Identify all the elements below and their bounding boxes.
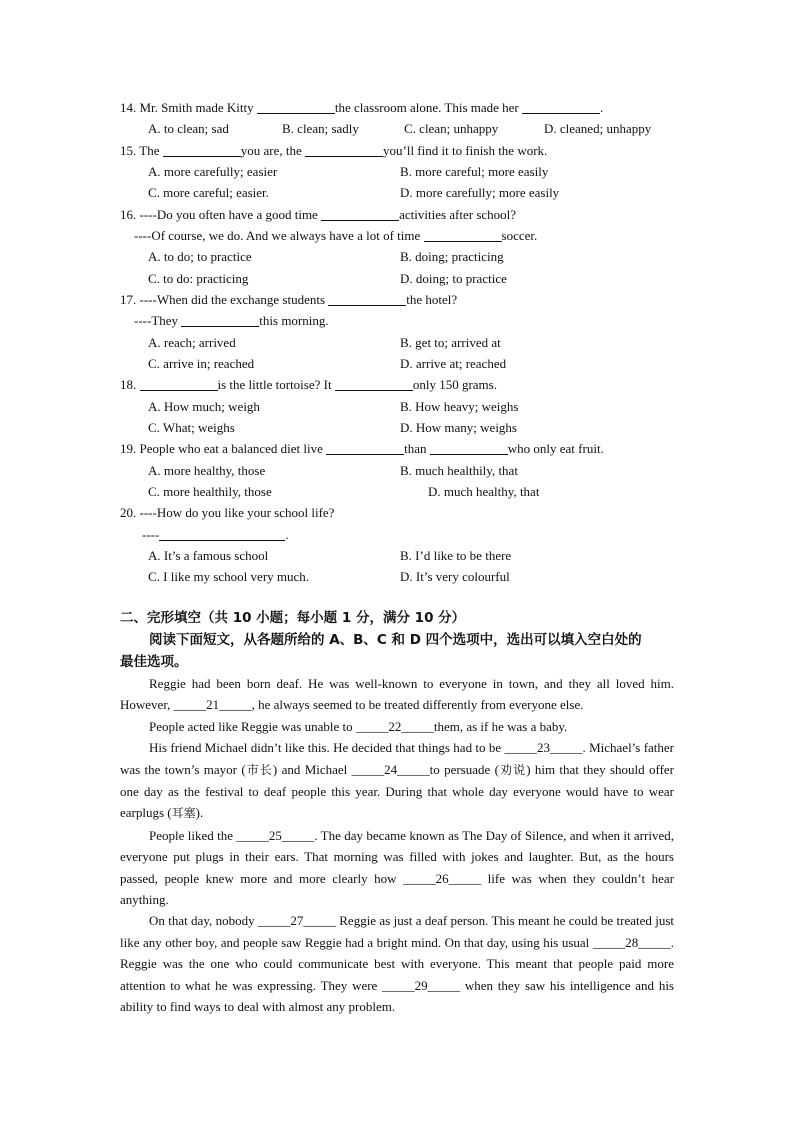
gap-24[interactable]: _____24_____ — [351, 761, 430, 777]
option-b[interactable]: B. much healthily, that — [400, 463, 518, 478]
answer-blank[interactable] — [335, 376, 413, 391]
answer-blank[interactable] — [321, 206, 399, 221]
reply-text: ----They — [134, 313, 182, 328]
question-15-options-row2 — [148, 182, 704, 203]
reply-text: ---- — [142, 527, 160, 542]
question-16-options-row2 — [148, 268, 704, 289]
reply-text: ----Of course, we do. And we always have a lot of time — [134, 228, 424, 243]
option-d[interactable]: D. How many; weighs — [400, 420, 517, 435]
option-d[interactable]: D. cleaned; unhappy — [544, 121, 652, 136]
question-17-options-row1 — [148, 332, 704, 353]
question-18-options-row2 — [148, 417, 704, 438]
question-19-options-row2 — [148, 481, 704, 502]
stem-text: is the little tortoise? It — [217, 377, 335, 392]
option-c[interactable]: C. arrive in; reached — [148, 356, 255, 371]
stem-text: 18. — [120, 377, 140, 392]
question-17-reply — [134, 310, 690, 331]
question-18-options-row1 — [148, 396, 704, 417]
answer-blank[interactable] — [163, 142, 241, 157]
answer-blank[interactable] — [522, 99, 600, 114]
answer-blank[interactable] — [140, 376, 218, 391]
option-b[interactable]: B. I’d like to be there — [400, 548, 512, 563]
section-instruction: 阅读下面短文，从各题所给的 A、B、C 和 D 四个选项中，选出可以填入空白处的 — [149, 632, 642, 648]
stem-text: . — [600, 100, 604, 115]
reply-text: . — [285, 527, 289, 542]
stem-text: you’ll find it to finish the work. — [383, 143, 548, 158]
option-c[interactable]: C. more healthily, those — [148, 484, 272, 499]
stem-text: the classroom alone. This made her — [334, 100, 522, 115]
question-19-options-row1 — [148, 460, 704, 481]
passage-paragraph-1: Reggie had been born deaf. He was well-known to everyone in town, and they all loved him. However, _____21_____, he always seemed to be treated differently from everyone else. — [120, 676, 674, 713]
question-14-options — [148, 118, 704, 139]
option-d[interactable]: D. arrive at; reached — [400, 356, 507, 371]
stem-text: 19. People who eat a balanced diet live — [120, 441, 327, 456]
question-20-options-row2 — [148, 566, 704, 587]
gap-25[interactable]: _____25_____ — [236, 827, 315, 843]
gap-27[interactable]: _____27_____ — [257, 913, 336, 929]
question-14-stem — [120, 97, 676, 118]
gap-21[interactable]: _____21_____ — [173, 697, 252, 713]
question-19-stem — [120, 438, 676, 459]
stem-text: who only eat fruit. — [507, 441, 604, 456]
passage-paragraph-2: People acted like Reggie was unable to _____22_____them, as if he was a baby. — [149, 718, 568, 734]
option-b[interactable]: B. get to; arrived at — [400, 335, 501, 350]
option-a[interactable]: A. reach; arrived — [148, 335, 236, 350]
section-instruction-cont: 最佳选项。 — [120, 654, 188, 670]
answer-blank[interactable] — [424, 227, 502, 242]
question-15-options-row1 — [148, 161, 704, 182]
option-c[interactable]: C. to do: practicing — [148, 271, 249, 286]
question-16-stem — [120, 204, 676, 225]
stem-text: only 150 grams. — [412, 377, 497, 392]
question-15-stem — [120, 140, 676, 161]
passage-paragraph-5: On that day, nobody _____27_____ Reggie as just a deaf person. This meant he could be treated just like any other boy, and people saw Reggie had a bright mind. On that day, using his usual _____28_____. Reggie was the one who could communicate best with everyone. This meant that people paid more attention to what he was expressing. They were _____29_____ when they saw his intelligence and his ability to find ways to deal with almost any problem. — [120, 913, 674, 1015]
option-a[interactable]: A. more healthy, those — [148, 463, 266, 478]
option-a[interactable]: A. How much; weigh — [148, 399, 260, 414]
option-c[interactable]: C. I like my school very much. — [148, 569, 310, 584]
cloze-passage — [120, 673, 674, 1018]
stem-text: 20. ----How do you like your school life? — [120, 505, 335, 520]
option-d[interactable]: D. more carefully; more easily — [400, 185, 560, 200]
gap-22[interactable]: _____22_____ — [355, 718, 434, 734]
option-b[interactable]: B. clean; sadly — [282, 121, 359, 136]
gap-29[interactable]: _____29_____ — [382, 977, 461, 993]
stem-text: than — [404, 441, 430, 456]
option-b[interactable]: B. more careful; more easily — [400, 164, 549, 179]
answer-blank[interactable] — [257, 99, 335, 114]
question-20-stem — [120, 502, 676, 523]
answer-blank[interactable] — [328, 291, 406, 306]
option-c[interactable]: C. What; weighs — [148, 420, 235, 435]
option-d[interactable]: D. It’s very colourful — [400, 569, 510, 584]
gap-23[interactable]: _____23_____ — [504, 740, 583, 756]
answer-blank[interactable] — [181, 312, 259, 327]
stem-text: 16. ----Do you often have a good time — [120, 207, 322, 222]
question-16-options-row1 — [148, 246, 704, 267]
section-title: 二、完形填空（共 10 小题；每小题 1 分，满分 10 分） — [120, 610, 466, 626]
answer-blank[interactable] — [159, 526, 285, 541]
question-18-stem — [120, 374, 676, 395]
option-b[interactable]: B. doing; practicing — [400, 249, 504, 264]
passage-paragraph-4: People liked the _____25_____. The day became known as The Day of Silence, and when it arrived, everyone put plugs in their ears. That morning was filled with jokes and laughter. But, as the hours passed, people knew more and more clearly how _____26_____ life was when they couldn’t hear anything. — [120, 827, 674, 908]
passage-paragraph-3: His friend Michael didn’t like this. He decided that things had to be _____23_____. Michael’s father was the town’s mayor (市长) and Michael _____24_____to persuade (劝说) him that they should offer one day as the festival to deaf people this year. During that whole day everyone would have to wear earplugs (耳塞). — [120, 740, 675, 821]
stem-text: 17. ----When did the exchange students — [120, 292, 329, 307]
stem-text: 15. The — [120, 143, 163, 158]
question-20-reply — [142, 524, 698, 545]
option-a[interactable]: A. to do; to practice — [148, 249, 252, 264]
stem-text: activities after school? — [399, 207, 517, 222]
option-a[interactable]: A. It’s a famous school — [148, 548, 269, 563]
question-17-options-row2 — [148, 353, 704, 374]
gap-26[interactable]: _____26_____ — [403, 870, 482, 886]
reply-text: this morning. — [259, 313, 329, 328]
option-d[interactable]: D. doing; to practice — [400, 271, 507, 286]
option-c[interactable]: C. clean; unhappy — [404, 121, 499, 136]
gap-28[interactable]: _____28_____ — [592, 934, 671, 950]
stem-text: the hotel? — [406, 292, 458, 307]
question-20-options-row1 — [148, 545, 704, 566]
option-a[interactable]: A. to clean; sad — [148, 121, 229, 136]
stem-text: 14. Mr. Smith made Kitty — [120, 100, 257, 115]
answer-blank[interactable] — [305, 142, 383, 157]
answer-blank[interactable] — [326, 440, 404, 455]
reply-text: soccer. — [501, 228, 538, 243]
question-16-reply — [134, 225, 690, 246]
question-17-stem — [120, 289, 676, 310]
option-a[interactable]: A. more carefully; easier — [148, 164, 278, 179]
option-b[interactable]: B. How heavy; weighs — [400, 399, 519, 414]
option-d[interactable]: D. much healthy, that — [428, 484, 540, 499]
stem-text: you are, the — [240, 143, 305, 158]
option-c[interactable]: C. more careful; easier. — [148, 185, 269, 200]
answer-blank[interactable] — [430, 440, 508, 455]
